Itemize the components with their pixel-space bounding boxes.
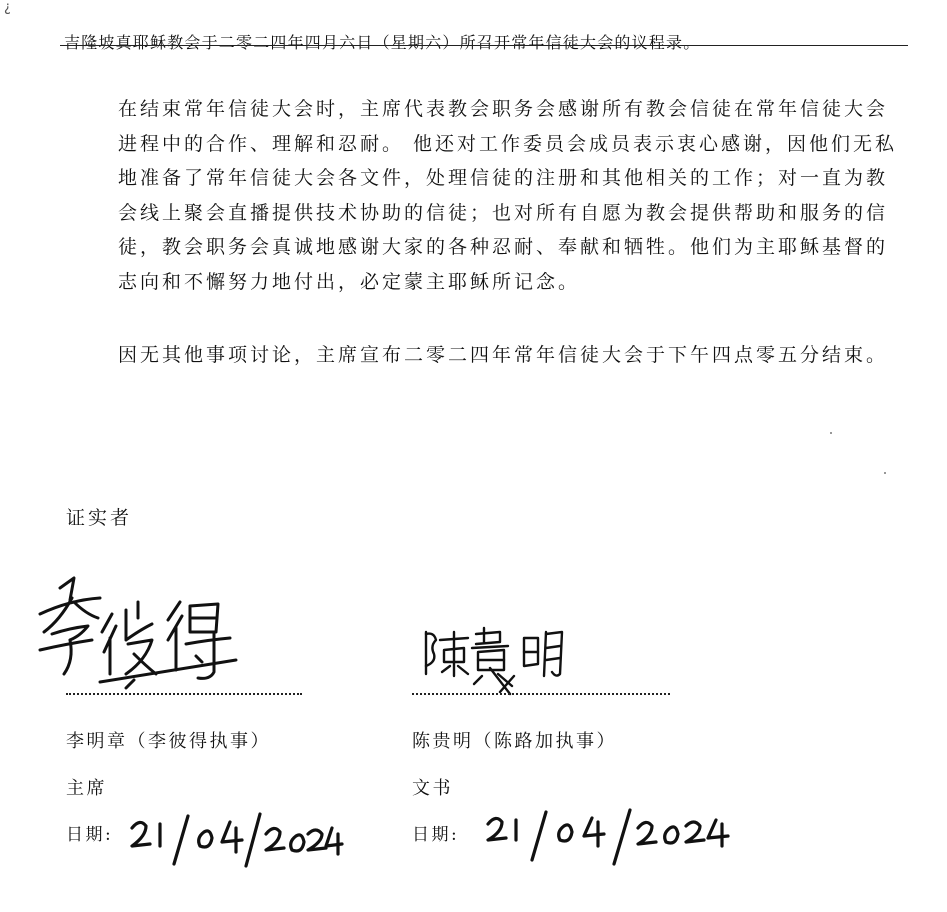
chairman-signature <box>30 570 250 700</box>
chairman-name: 李明章（李彼得执事） <box>66 731 271 752</box>
chairman-signature-line <box>66 693 302 695</box>
adjournment-paragraph: 因无其他事项讨论，主席宣布二零二四年常年信徒大会于下午四点零五分结束。 <box>118 344 889 366</box>
secretary-name: 陈贵明（陈路加执事） <box>412 731 617 752</box>
secretary-signature-line <box>412 693 670 695</box>
scan-speck <box>830 432 832 434</box>
scan-speck <box>884 472 886 474</box>
secretary-role: 文书 <box>412 778 453 799</box>
closing-paragraph: 在结束常年信徒大会时，主席代表教会职务会感谢所有教会信徒在常年信徒大会进程中的合作、理解和忍耐。 他还对工作委员会成员表示衷心感谢，因他们无私地准备了常年信徒大会各文件，处理信徒的注册和其他相关的工作；对一直为教会线上聚会直播提供技术协助的信徒；也对所有自愿为教会提供帮助和服务的信徒，教会职务会真诚地感谢大家的各种忍耐、奉献和牺牲。他们为主耶稣基督的志向和不懈努力地付出，必定蒙主耶稣所记念。 <box>118 98 898 293</box>
secretary-handwritten-date <box>480 808 740 868</box>
secretary-signature <box>420 618 580 698</box>
header-rule <box>60 45 908 46</box>
secretary-date-label: 日期: <box>412 825 460 845</box>
scan-corner-mark: ¿ <box>4 0 11 15</box>
document-header-title: 吉隆坡真耶稣教会于二零二四年四月六日（星期六）所召开常年信徒大会的议程录。 <box>64 33 701 52</box>
attested-by-label: 证实者 <box>66 507 133 529</box>
chairman-date-label: 日期: <box>66 825 114 845</box>
chairman-role: 主席 <box>66 778 107 799</box>
chairman-handwritten-date <box>126 810 346 870</box>
